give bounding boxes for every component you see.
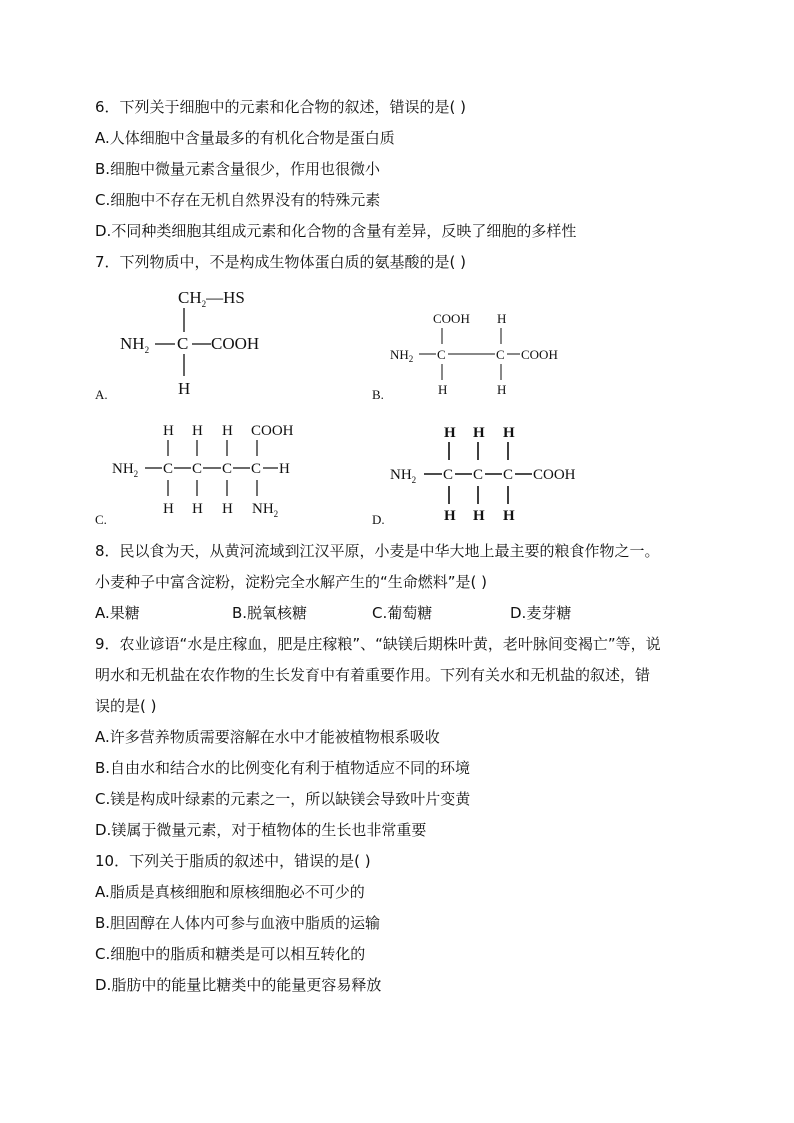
c-h-bottom-3: H	[222, 501, 233, 517]
q10-stem: 10．下列关于脂质的叙述中，错误的是( )	[95, 852, 371, 870]
q10-option-c: C.细胞中的脂质和糖类是可以相互转化的	[95, 945, 366, 963]
a-cooh: COOH	[211, 334, 260, 353]
b-h-top: H	[497, 311, 507, 326]
q9-option-a: A.许多营养物质需要溶解在水中才能被植物根系吸收	[95, 728, 440, 746]
d-c3: C	[503, 467, 514, 483]
q7-label-b: B.	[372, 387, 384, 402]
q8-option-b: B.脱氧核糖	[232, 604, 308, 622]
q8-option-a: A.果糖	[95, 604, 140, 622]
c-h-top-1: H	[163, 423, 174, 439]
d-h-top-1: H	[444, 425, 456, 441]
b-cooh: COOH	[433, 311, 470, 326]
q9-stem-line-1: 9．农业谚语“水是庄稼血，肥是庄稼粮”、“缺镁后期株叶黄，老叶脉间变褐亡”等，说	[95, 635, 661, 653]
d-h-bottom-2: H	[473, 508, 485, 524]
b-c1: C	[437, 347, 446, 362]
structure-c	[108, 418, 328, 528]
structure-d	[388, 420, 598, 526]
structure-b	[385, 306, 585, 401]
a-ch2: $CH_2—HS$	[178, 288, 245, 309]
b-c2: C	[496, 347, 505, 362]
d-c1: C	[443, 467, 454, 483]
q7-label-c: C.	[95, 512, 107, 527]
q9-option-b: B.自由水和结合水的比例变化有利于植物适应不同的环境	[95, 759, 471, 777]
q8-option-d: D.麦芽糖	[510, 604, 572, 622]
q10-option-d: D.脂肪中的能量比糖类中的能量更容易释放	[95, 976, 382, 994]
c-h-top-2: H	[192, 423, 203, 439]
q9-option-c: C.镁是构成叶绿素的元素之一，所以缺镁会导致叶片变黄	[95, 790, 471, 808]
q6-option-b: B.细胞中微量元素含量很少，作用也很微小	[95, 160, 381, 178]
q6-option-c: C.细胞中不存在无机自然界没有的特殊元素	[95, 191, 381, 209]
c-h-bottom-2: H	[192, 501, 203, 517]
d-nh2: $NH_2$	[390, 467, 417, 485]
a-h: H	[178, 379, 191, 398]
b-nh2: $NH_2$	[390, 347, 414, 364]
c-h-top-3: H	[222, 423, 233, 439]
q6-option-d: D.不同种类细胞其组成元素和化合物的含量有差异，反映了细胞的多样性	[95, 222, 577, 240]
c-c1: C	[163, 461, 174, 477]
q6-option-a: A.人体细胞中含量最多的有机化合物是蛋白质	[95, 129, 395, 147]
q9-stem-line-2: 明水和无机盐在农作物的生长发育中有着重要作用。下列有关水和无机盐的叙述，错	[95, 666, 651, 684]
q10-option-a: A.脂质是真核细胞和原核细胞必不可少的	[95, 883, 365, 901]
q8-stem-line-1: 8．民以食为天，从黄河流域到江汉平原，小麦是中华大地上最主要的粮食作物之一。	[95, 542, 660, 560]
c-c3: C	[222, 461, 233, 477]
q9-stem-line-3: 误的是( )	[95, 697, 157, 715]
q8-stem-line-2: 小麦种子中富含淀粉，淀粉完全水解产生的“生命燃料”是( )	[95, 573, 488, 591]
c-h-right: H	[279, 461, 290, 477]
d-cooh: COOH	[533, 467, 576, 483]
a-c: C	[177, 334, 189, 353]
c-c4: C	[251, 461, 262, 477]
c-cooh: COOH	[251, 423, 294, 439]
c-nh2-bottom: $NH_2$	[252, 501, 279, 519]
q9-option-d: D.镁属于微量元素，对于植物体的生长也非常重要	[95, 821, 427, 839]
d-c2: C	[473, 467, 484, 483]
q7-label-d: D.	[372, 512, 385, 527]
d-h-top-3: H	[503, 425, 515, 441]
q7-stem: 7．下列物质中，不是构成生物体蛋白质的氨基酸的是( )	[95, 253, 467, 271]
q7-label-a: A.	[95, 387, 108, 402]
b-h-bottom-2: H	[497, 382, 507, 397]
d-h-bottom-3: H	[503, 508, 515, 524]
b-cooh-right: COOH	[521, 347, 558, 362]
a-nh2: $NH_2$	[120, 334, 150, 355]
c-c2: C	[192, 461, 203, 477]
d-h-bottom-1: H	[444, 508, 456, 524]
q6-stem: 6．下列关于细胞中的元素和化合物的叙述，错误的是( )	[95, 98, 467, 116]
structure-a	[95, 282, 295, 407]
c-h-bottom-1: H	[163, 501, 174, 517]
q10-option-b: B.胆固醇在人体内可参与血液中脂质的运输	[95, 914, 381, 932]
d-h-top-2: H	[473, 425, 485, 441]
q8-option-c: C.葡萄糖	[372, 604, 433, 622]
c-nh2: $NH_2$	[112, 461, 139, 479]
b-h-bottom-1: H	[438, 382, 448, 397]
